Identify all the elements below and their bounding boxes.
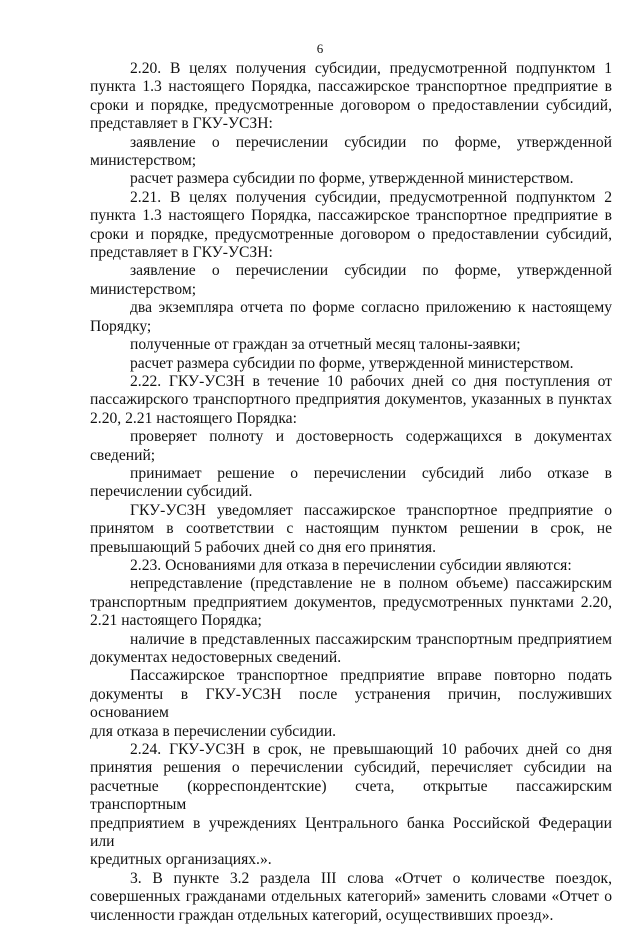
paragraph-line: сведений; xyxy=(90,446,156,464)
paragraph-line: сроки и порядке, предусмотренные договором о предоставлении субсидий, xyxy=(90,96,612,114)
paragraph-line: перечислении субсидий. xyxy=(90,483,253,501)
paragraph-line: расчет размера субсидии по форме, утвержденной министерством. xyxy=(130,170,574,188)
paragraph-line: наличие в представленных пассажирским транспортным предприятием xyxy=(130,630,612,648)
paragraph-line: 2.23. Основаниями для отказа в перечислении субсидии являются: xyxy=(130,556,572,574)
paragraph-line: заявление о перечислении субсидии по форме, утвержденной xyxy=(130,262,612,280)
paragraph xyxy=(90,502,612,557)
paragraph-line: принятом в соответствии с настоящим пунктом решении в срок, не xyxy=(90,520,612,538)
paragraph-line: документах недостоверных сведений. xyxy=(90,649,342,666)
paragraph-line: представляет в ГКУ-УСЗН: xyxy=(90,115,273,133)
paragraph-line: документы в ГКУ-УСЗН после устранения причин, послуживших основанием xyxy=(90,685,612,722)
paragraph xyxy=(90,667,612,741)
paragraph-line: 2.21. В целях получения субсидии, предусмотренной подпунктом 2 xyxy=(130,188,612,206)
paragraph xyxy=(90,299,612,336)
paragraph xyxy=(90,134,612,171)
paragraph xyxy=(90,189,612,263)
paragraph-line: пункта 1.3 настоящего Порядка, пассажирское транспортное предприятие в xyxy=(90,78,612,96)
paragraph-line: министерством; xyxy=(90,152,197,170)
paragraph-line: представляет в ГКУ-УСЗН: xyxy=(90,244,273,262)
paragraph xyxy=(90,373,612,428)
paragraph xyxy=(90,60,612,134)
paragraph xyxy=(90,557,612,575)
document-body xyxy=(90,60,612,925)
paragraph xyxy=(90,631,612,668)
paragraph-line: полученные от граждан за отчетный месяц талоны-заявки; xyxy=(130,336,521,354)
paragraph xyxy=(90,428,612,465)
paragraph-line: совершенных гражданами отдельных категорий» заменить словами «Отчет о xyxy=(90,888,612,906)
paragraph xyxy=(90,575,612,630)
paragraph-line: 2.24. ГКУ-УСЗН в срок, не превышающий 10 рабочих дней со дня xyxy=(130,741,612,759)
paragraph-line: 2.22. ГКУ-УСЗН в течение 10 рабочих дней со дня поступления от xyxy=(130,372,612,390)
paragraph-line: превышающий 5 рабочих дней со дня его принятия. xyxy=(90,538,436,556)
paragraph xyxy=(90,465,612,502)
paragraph-line: предприятием в учреждениях Центрального банка Российской Федерации или xyxy=(90,814,612,851)
paragraph xyxy=(90,741,612,870)
paragraph-line: непредставление (представление не в полном объеме) пассажирским xyxy=(130,575,612,593)
paragraph-line: пассажирского транспортного предприятия документов, указанных в пунктах xyxy=(90,391,612,409)
paragraph xyxy=(90,170,612,188)
paragraph xyxy=(90,870,612,925)
paragraph-line: проверяет полноту и достоверность содержащихся в документах xyxy=(130,428,612,446)
paragraph-line: 2.21 настоящего Порядка; xyxy=(90,612,262,630)
paragraph-line: 2.20. В целях получения субсидии, предусмотренной подпунктом 1 xyxy=(130,60,612,77)
paragraph-line: заявление о перечислении субсидии по форме, утвержденной xyxy=(130,133,612,151)
paragraph-line: ГКУ-УСЗН уведомляет пассажирское транспортное предприятие о xyxy=(130,501,612,519)
paragraph-line: Пассажирское транспортное предприятие вправе повторно подать xyxy=(130,667,612,685)
paragraph-line: министерством; xyxy=(90,280,197,298)
paragraph-line: принимает решение о перечислении субсидий либо отказе в xyxy=(130,464,612,482)
paragraph-line: транспортным предприятием документов, предусмотренных пунктами 2.20, xyxy=(90,593,612,611)
paragraph-line: кредитных организациях.». xyxy=(90,851,272,869)
page-number: 6 xyxy=(316,41,324,56)
paragraph xyxy=(90,355,612,373)
paragraph-line: численности граждан отдельных категорий, осуществивших проезд». xyxy=(90,906,554,924)
paragraph-line: сроки и порядке, предусмотренные договором о предоставлении субсидий, xyxy=(90,225,612,243)
paragraph-line: пункта 1.3 настоящего Порядка, пассажирское транспортное предприятие в xyxy=(90,207,612,225)
paragraph xyxy=(90,336,612,354)
paragraph-line: для отказа в перечислении субсидии. xyxy=(90,722,337,740)
paragraph-line: принятия решения о перечислении субсидий, перечисляет субсидии на xyxy=(90,759,612,777)
paragraph xyxy=(90,262,612,299)
paragraph-line: расчетные (корреспондентские) счета, открытые пассажирским транспортным xyxy=(90,777,612,814)
paragraph-line: расчет размера субсидии по форме, утвержденной министерством. xyxy=(130,354,574,372)
paragraph-line: 2.20, 2.21 настоящего Порядка: xyxy=(90,409,297,427)
paragraph-line: 3. В пункте 3.2 раздела III слова «Отчет о количестве поездок, xyxy=(130,869,612,887)
paragraph-line: два экземпляра отчета по форме согласно приложению к настоящему xyxy=(130,299,612,317)
paragraph-line: Порядку; xyxy=(90,317,152,335)
